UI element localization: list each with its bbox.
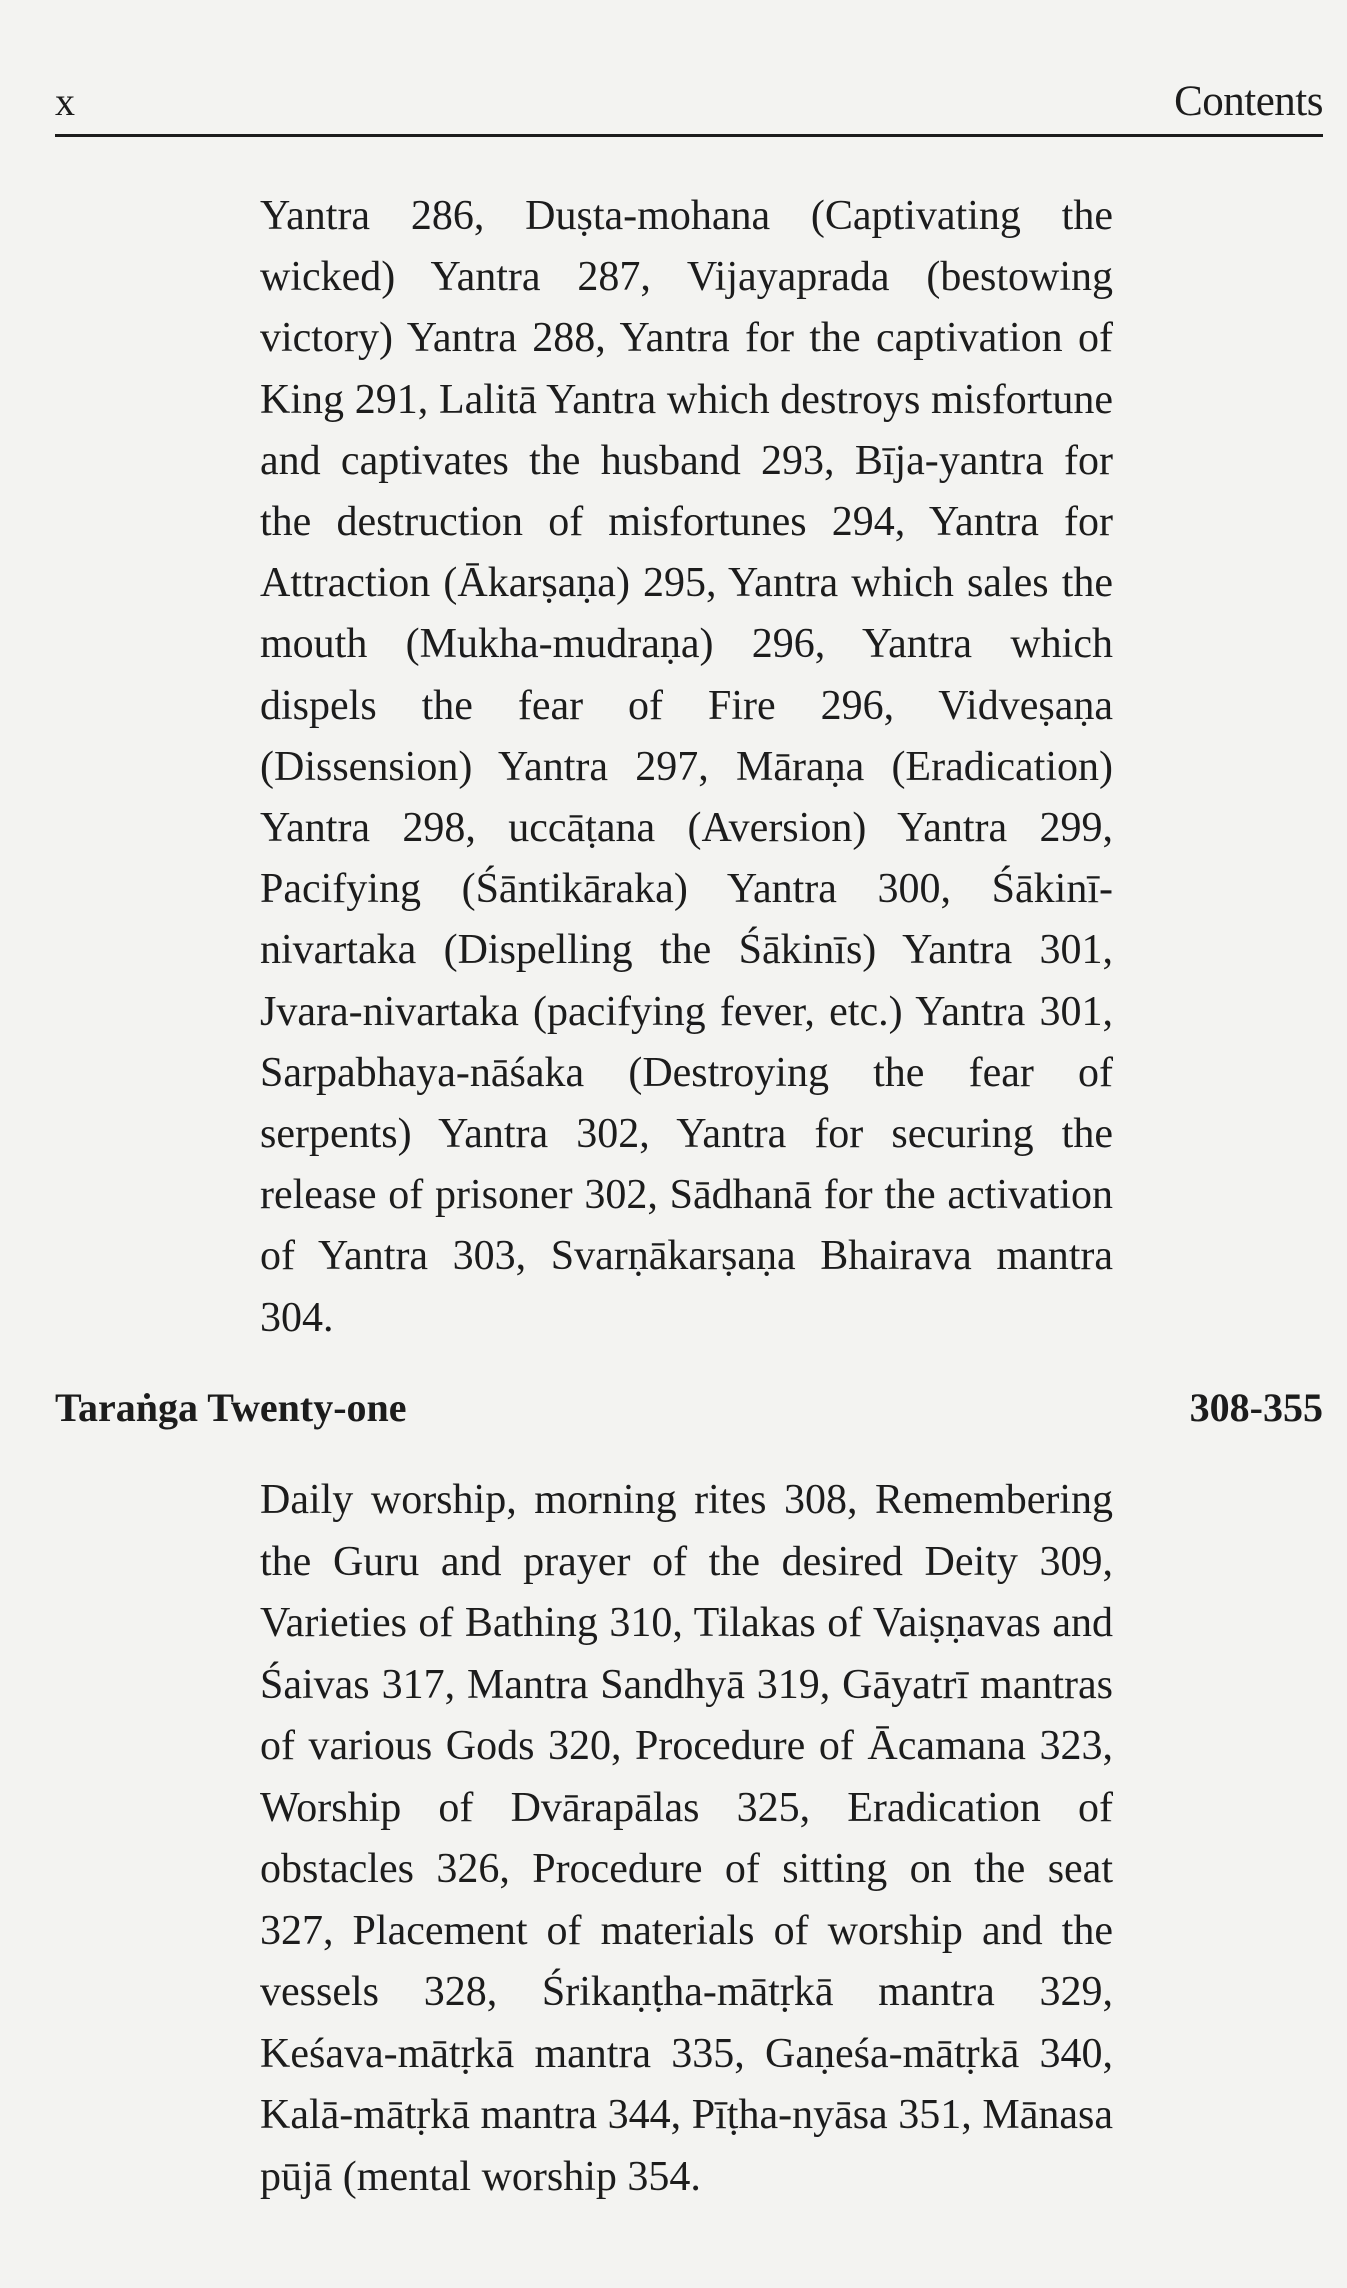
chapter-page-range: 308-355 bbox=[1189, 1385, 1323, 1430]
chapter-title: Taraṅga Twenty-one bbox=[55, 1385, 407, 1430]
page-number: x bbox=[55, 79, 75, 124]
header-rule bbox=[55, 134, 1323, 137]
chapter-entry-text: Daily worship, morning rites 308, Remembering the Guru and prayer of the desired Deity 309, Varieties of Bathing 310, Tilakas of Vaiṣṇavas and Śaivas 317, Mantra Sandhyā 319, Gāyatrī mantras of various Gods 320, Procedure of Ācamana 323, Worship of Dvārapālas 325, Eradication of obstacles 326, Procedure of sitting on the seat 327, Placement of materials of worship and the vessels 328, Śrikaṇṭha-mātṛkā mantra 329, Keśava-mātṛkā mantra 335, Gaṇeśa-mātṛkā 340, Kalā-mātṛkā mantra 344, Pīṭha-nyāsa 351, Mānasa pūjā (mental worship 354. bbox=[260, 1477, 1113, 2200]
page-header bbox=[55, 72, 1323, 130]
continuation-entry-text: Yantra 286, Duṣta-mohana (Captivating the wicked) Yantra 287, Vijayaprada (bestowing victory) Yantra 288, Yantra for the captivation of King 291, Lalitā Yantra which destroys misfortune and captivates the husband 293, Bīja-yantra for the destruction of misfortunes 294, Yantra for Attraction (Ākarṣaṇa) 295, Yantra which sales the mouth (Mukha-mudraṇa) 296, Yantra which dispels the fear of Fire 296, Vidveṣaṇa (Dissension) Yantra 297, Māraṇa (Eradication) Yantra 298, uccāṭana (Aversion) Yantra 299, Pacifying (Śāntikāraka) Yantra 300, Śākinī-nivartaka (Dispelling the Śākinīs) Yantra 301, Jvara-nivartaka (pacifying fever, etc.) Yantra 301, Sarpabhaya-nāśaka (Destroying the fear of serpents) Yantra 302, Yantra for securing the release of prisoner 302, Sādhanā for the activation of Yantra 303, Svarṇākarṣaṇa Bhairava mantra 304. bbox=[260, 193, 1113, 1341]
chapter-heading bbox=[55, 1378, 1323, 1438]
running-title: Contents bbox=[1174, 78, 1323, 125]
